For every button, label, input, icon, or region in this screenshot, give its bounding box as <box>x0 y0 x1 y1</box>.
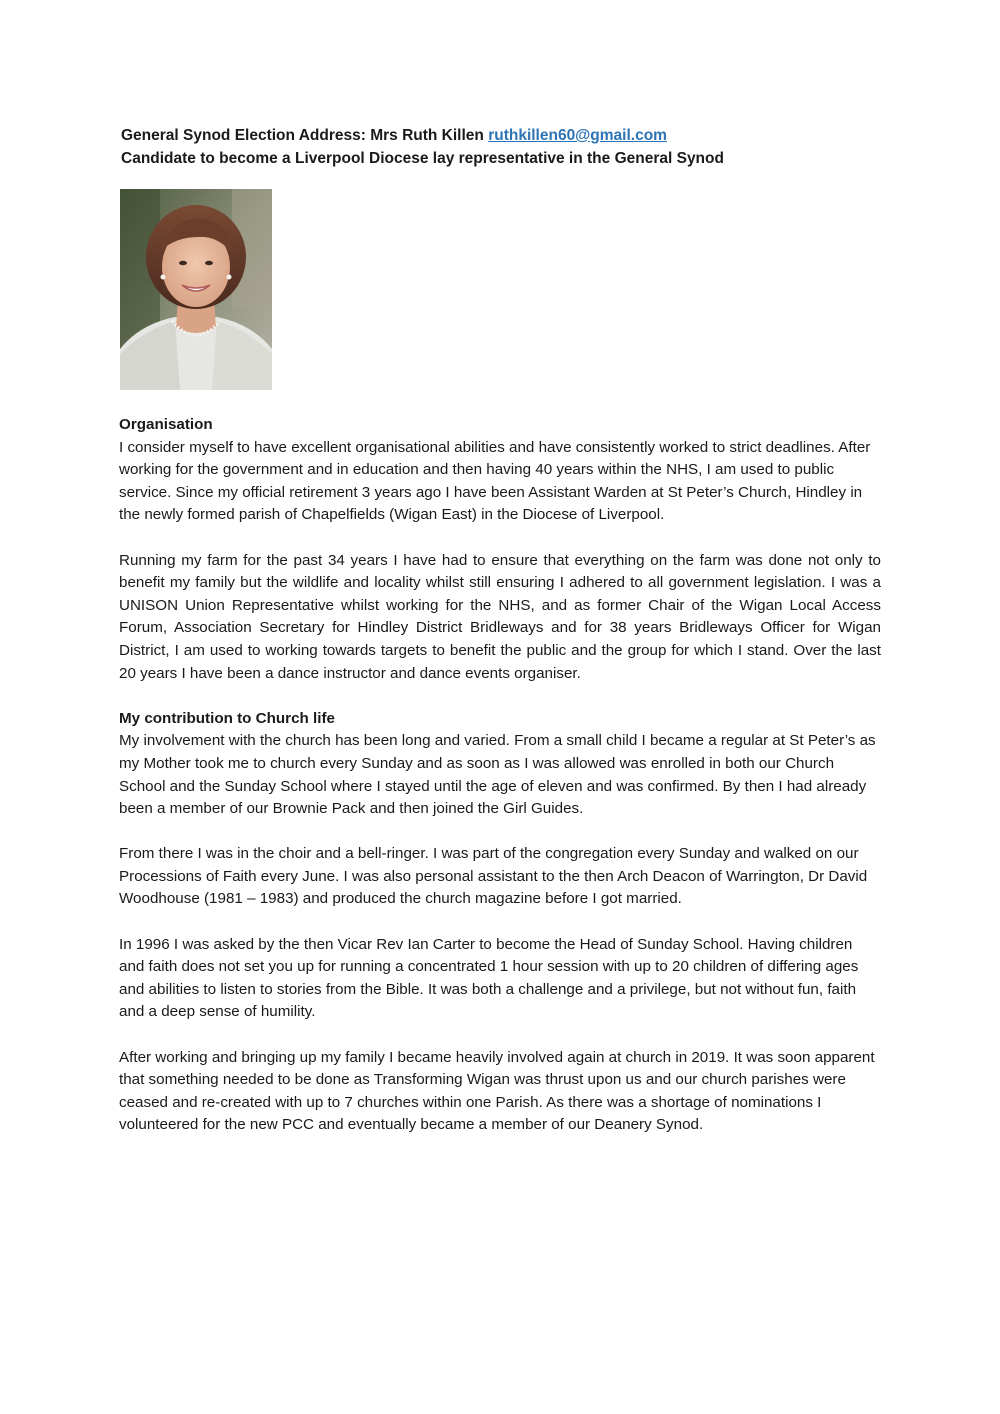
church-paragraph-1: My involvement with the church has been long and varied. From a small child I became a regular at St Peter’s as my Mother took me to church every Sunday and as soon as I was allowed was enrolled in both our Church School and the Sunday School where I stayed until the age of eleven and was confirmed. By then I had already been a member of our Brownie Pack and then joined the Girl Guides. <box>119 732 876 818</box>
document-header <box>121 124 901 170</box>
church-paragraph-2: From there I was in the choir and a bell-ringer. I was part of the congregation every Sunday and walked on our Processions of Faith every June. I was also personal assistant to the then Arch Deacon of Warrington, Dr David Woodhouse (1981 – 1983) and produced the church magazine before I got married. <box>119 845 868 908</box>
church-heading: My contribution to Church life <box>119 709 335 727</box>
candidate-photo <box>120 189 272 390</box>
title-line <box>121 124 901 147</box>
organisation-heading: Organisation <box>119 416 213 433</box>
church-paragraph-4: After working and bringing up my family I became heavily involved again at church in 2019. It was soon apparent that something needed to be done as Transforming Wigan was thrust upon us and our church parishes were ceased and re-created with up to 7 churches within one Parish. As there was a shortage of nominations I volunteered for the new PCC and eventually became a member of our Deanery Synod. <box>119 1048 875 1134</box>
church-paragraph-3: In 1996 I was asked by the then Vicar Rev Ian Carter to become the Head of Sunday School. Having children and faith does not set you up for running a concentrated 1 hour session with up to 20 children of differing ages and abilities to listen to stories from the Bible. It was both a challenge and a privilege, but not without fun, faith and a deep sense of humility. <box>119 935 859 1021</box>
document-body <box>119 414 881 1160</box>
subtitle: Candidate to become a Liverpool Diocese lay representative in the General Synod <box>121 150 724 167</box>
organisation-paragraph-2: Running my farm for the past 34 years I have had to ensure that everything on the farm was done not only to benefit my family but the wildlife and locality whilst still ensuring I adhered to all government legislation. I was a UNISON Union Representative whilst working for the NHS, and as former Chair of the Wigan Local Access Forum, Association Secretary for Hindley District Bridleways and for 38 years Bridleways Officer for Wigan District, I am used to working towards targets to benefit the public and the group for which I stand. Over the last 20 years I have been a dance instructor and dance events organiser. <box>119 551 881 682</box>
title-text: General Synod Election Address: Mrs Ruth Killen <box>121 127 489 144</box>
portrait-image <box>120 189 272 390</box>
organisation-paragraph-1: I consider myself to have excellent organisational abilities and have consistently worked to strict deadlines. After working for the government and in education and then having 40 years within the NHS, I am used to public service. Since my official retirement 3 years ago I have been Assistant Warden at St Peter’s Church, Hindley in the newly formed parish of Chapelfields (Wigan East) in the Diocese of Liverpool. <box>119 438 871 524</box>
email-link[interactable]: ruthkillen60@gmail.com <box>488 127 667 144</box>
